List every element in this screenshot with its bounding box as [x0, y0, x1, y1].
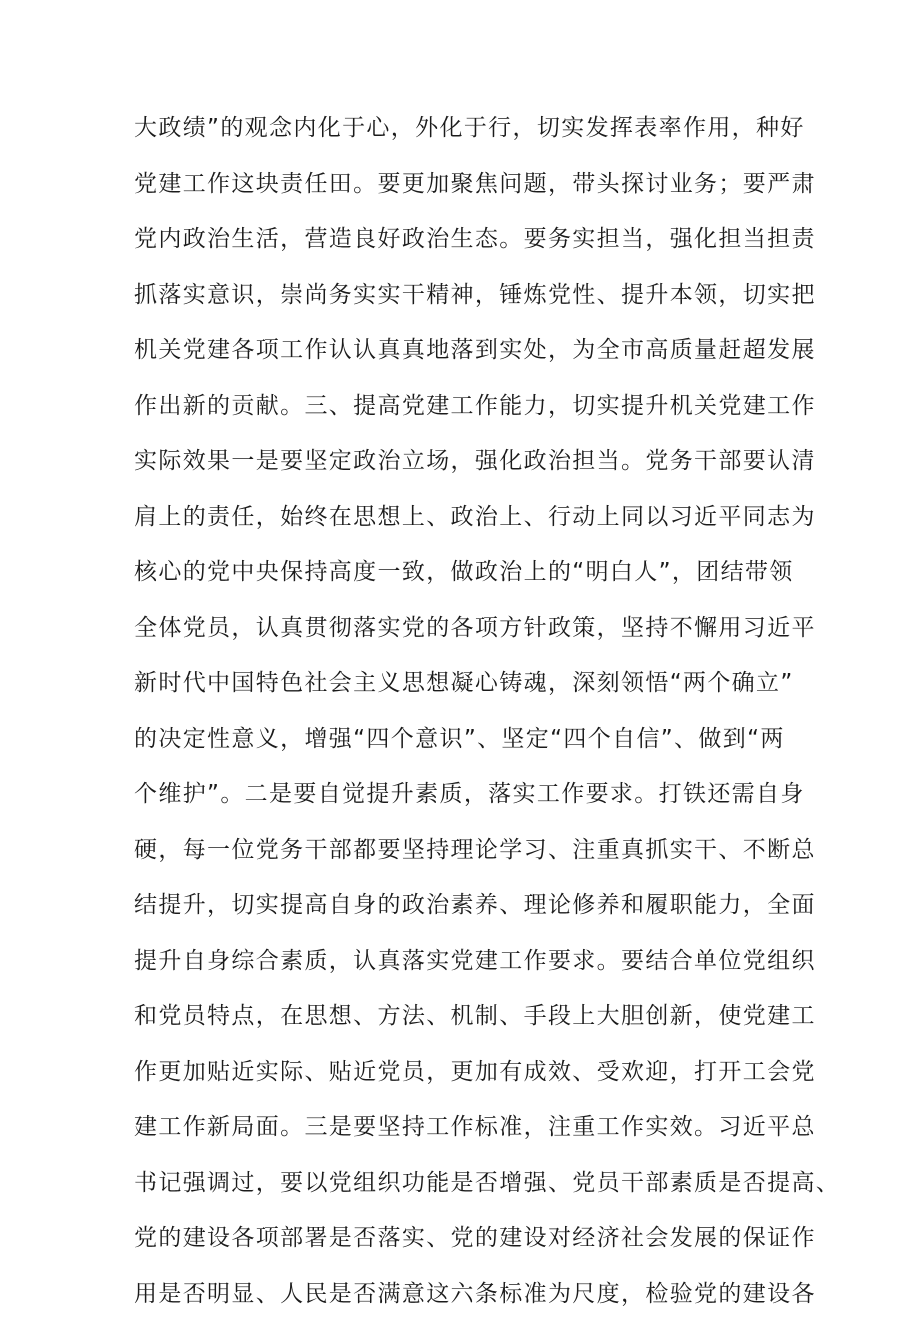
text-line: 肩上的责任，始终在思想上、政治上、行动上同以习近平同志为 [134, 490, 814, 546]
text-line: 用是否明显、人民是否满意这六条标准为尺度，检验党的建设各 [134, 1267, 814, 1322]
text-line: 新时代中国特色社会主义思想凝心铸魂，深刻领悟“两个确立” [134, 656, 814, 712]
text-line: 作出新的贡献。三、提高党建工作能力，切实提升机关党建工作 [134, 379, 814, 435]
text-line: 书记强调过，要以党组织功能是否增强、党员干部素质是否提高、 [134, 1156, 814, 1212]
text-line: 党内政治生活，营造良好政治生态。要务实担当，强化担当担责 [134, 212, 814, 268]
text-line: 大政绩”的观念内化于心，外化于行，切实发挥表率作用，种好 [134, 101, 814, 157]
text-line: 党的建设各项部署是否落实、党的建设对经济社会发展的保证作 [134, 1211, 814, 1267]
text-line: 建工作新局面。三是要坚持工作标准，注重工作实效。习近平总 [134, 1100, 814, 1156]
text-line: 实际效果一是要坚定政治立场，强化政治担当。党务干部要认清 [134, 434, 814, 490]
text-line: 全体党员，认真贯彻落实党的各项方针政策，坚持不懈用习近平 [134, 601, 814, 657]
text-line: 党建工作这块责任田。要更加聚焦问题，带头探讨业务；要严肃 [134, 157, 814, 213]
text-line: 机关党建各项工作认认真真地落到实处，为全市高质量赶超发展 [134, 323, 814, 379]
text-line: 硬，每一位党务干部都要坚持理论学习、注重真抓实干、不断总 [134, 823, 814, 879]
text-line: 核心的党中央保持高度一致，做政治上的“明白人”，团结带领 [134, 545, 814, 601]
text-line: 提升自身综合素质，认真落实党建工作要求。要结合单位党组织 [134, 934, 814, 990]
body-text [134, 101, 814, 1322]
text-line: 的决定性意义，增强“四个意识”、坚定“四个自信”、做到“两 [134, 712, 814, 768]
text-line: 结提升，切实提高自身的政治素养、理论修养和履职能力，全面 [134, 878, 814, 934]
text-line: 作更加贴近实际、贴近党员，更加有成效、受欢迎，打开工会党 [134, 1045, 814, 1101]
text-line: 个维护”。二是要自觉提升素质，落实工作要求。打铁还需自身 [134, 767, 814, 823]
text-line: 抓落实意识，崇尚务实实干精神，锤炼党性、提升本领，切实把 [134, 268, 814, 324]
text-line: 和党员特点，在思想、方法、机制、手段上大胆创新，使党建工 [134, 989, 814, 1045]
